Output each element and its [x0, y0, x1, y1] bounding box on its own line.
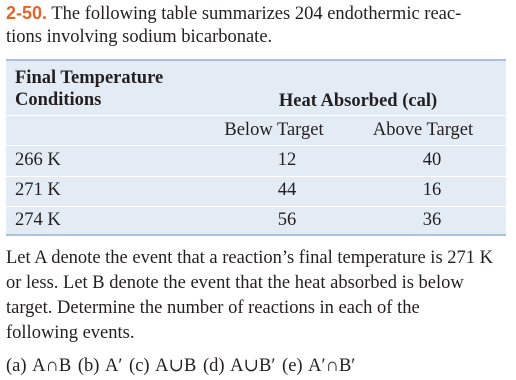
table-row-1-below: 12 — [277, 150, 297, 170]
problem-number: 2-50. — [6, 3, 48, 23]
table-row-1-above: 40 — [422, 150, 442, 170]
header-divider — [6, 115, 506, 116]
data-table — [6, 59, 506, 236]
group-header: Heat Absorbed (cal) — [278, 91, 438, 111]
table-row-3-below: 56 — [277, 210, 297, 230]
row-divider — [6, 176, 506, 177]
table-row-2-condition: 271 K — [15, 180, 61, 200]
table-row-2-above: 16 — [422, 180, 442, 200]
table-row-3-condition: 274 K — [15, 210, 61, 230]
question-text — [6, 246, 505, 346]
intro-line-2: tions involving sodium bicarbonate. — [6, 27, 273, 47]
row-header-line-1: Final Temperature — [15, 68, 164, 88]
question-parts: (a) A∩B (b) A′ (c) A∪B (d) A∪B′ (e) A′∩B′ — [6, 356, 356, 376]
question-line-4: following events. — [6, 323, 135, 343]
col-header-below-target: Below Target — [224, 120, 324, 140]
question-line-3: target. Determine the number of reactions in each of the — [6, 298, 420, 318]
row-header-line-2: Conditions — [15, 90, 102, 110]
problem-statement — [6, 2, 510, 49]
row-divider — [6, 145, 506, 146]
intro-line-1: The following table summarizes 204 endothermic reac- — [47, 4, 462, 24]
table-row-3-above: 36 — [422, 210, 442, 230]
row-divider — [6, 206, 506, 207]
table-row-2-below: 44 — [277, 180, 297, 200]
table-row-1-condition: 266 K — [15, 150, 61, 170]
col-header-above-target: Above Target — [372, 120, 474, 140]
question-line-2: or less. Let B denote the event that the heat absorbed is below — [6, 273, 464, 293]
question-line-1: Let A denote the event that a reaction’s final temperature is 271 K — [6, 248, 493, 268]
